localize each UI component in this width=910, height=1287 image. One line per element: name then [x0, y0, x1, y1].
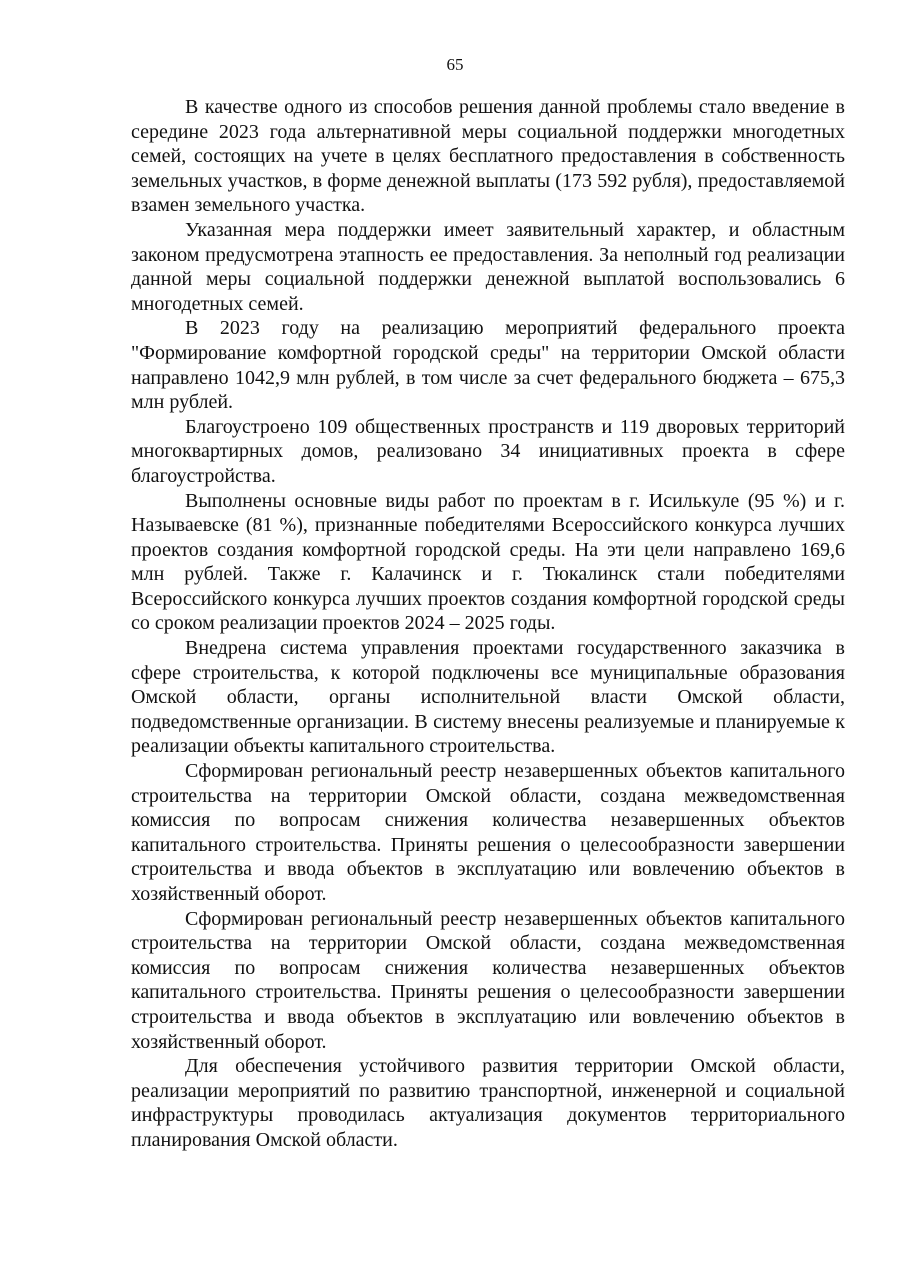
paragraph-land-payment: В качестве одного из способов решения данной проблемы стало введение в середине 2023 года альтернативной меры социальной поддержки многодетных семей, состоящих на учете в целях бесплатного предоставления в собственность земельных участков, в форме денежной выплаты (173 592 рубля), предоставляемой взамен земельного участка. — [131, 96, 845, 217]
paragraph-unfinished-objects-registry: Сформирован региональный реестр незавершенных объектов капитального строительства на территории Омской области, создана межведомственная комиссия по вопросам снижения количества незавершенных объектов капитального строительства. Приняты решения о целесообразности завершении строительства и ввода объектов в эксплуатацию или вовлечению объектов в хозяйственный оборот. — [131, 760, 845, 905]
paragraph-territorial-planning: Для обеспечения устойчивого развития территории Омской области, реализации мероприятий по развитию транспортной, инженерной и социальной инфраструктуры проводилась актуализация документов территориального планирования Омской области. — [131, 1055, 845, 1151]
paragraph-project-management-system: Внедрена система управления проектами государственного заказчика в сфере строительства, к которой подключены все муниципальные образования Омской области, органы исполнительной власти Омской области, подведомственные организации. В систему внесены реализуемые и планируемые к реализации объекты капитального строительства. — [131, 637, 845, 758]
paragraph-support-measure: Указанная мера поддержки имеет заявительный характер, и областным законом предусмотрена этапность ее предоставления. За неполный год реализации данной меры социальной поддержки денежной выплатой воспользовались 6 многодетных семей. — [131, 218, 845, 315]
document-body — [131, 95, 845, 1153]
page-number: 65 — [446, 55, 464, 74]
paragraph-unfinished-objects-registry-repeat: Сформирован региональный реестр незавершенных объектов капитального строительства на территории Омской области, создана межведомственная комиссия по вопросам снижения количества незавершенных объектов капитального строительства. Приняты решения о целесообразности завершении строительства и ввода объектов в эксплуатацию или вовлечению объектов в хозяйственный оборот. — [131, 907, 845, 1053]
paragraph-competition-projects: Выполнены основные виды работ по проектам в г. Исилькуле (95 %) и г. Называевске (81 %), признанные победителями Всероссийского конкурса лучших проектов создания комфортной городской среды. На эти цели направлено 169,6 млн рублей. Также г. Калачинск и г. Тюкалинск стали победителями Всероссийского конкурса лучших проектов создания комфортной городской среды со сроком реализации проектов 2024 – 2025 годы. — [131, 489, 845, 635]
paragraph-urban-environment-funding: В 2023 году на реализацию мероприятий федерального проекта "Формирование комфортной городской среды" на территории Омской области направлено 1042,9 млн рублей, в том числе за счет федерального бюджета – 675,3 млн рублей. — [131, 317, 845, 414]
paragraph-landscaping: Благоустроено 109 общественных пространств и 119 дворовых территорий многоквартирных домов, реализовано 34 инициативных проекта в сфере благоустройства. — [131, 415, 845, 487]
